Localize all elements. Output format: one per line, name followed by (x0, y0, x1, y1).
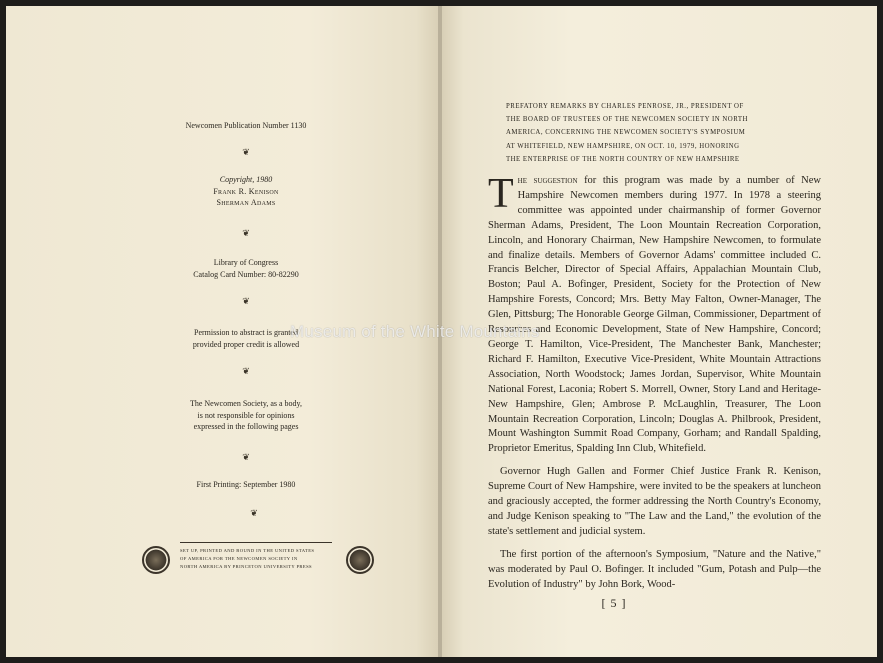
body-text (488, 171, 821, 600)
ornament-icon: ❦ (242, 147, 250, 157)
copyright-line: Copyright, 1980 (219, 175, 273, 184)
watermark: Museum of the White Mountains (290, 322, 540, 341)
permission-line: provided proper credit is allowed (192, 339, 300, 349)
divider (180, 542, 332, 543)
header-line: AT WHITEFIELD, NEW HAMPSHIRE, ON OCT. 10, 1979, HONORING (506, 142, 740, 150)
paragraph (488, 171, 821, 457)
ornament-icon: ❦ (242, 366, 250, 376)
library-block (156, 257, 336, 280)
disclaimer-line: expressed in the following pages (193, 422, 299, 431)
printer-line: SET UP, PRINTED AND BOUND IN THE UNITED STATES (180, 548, 315, 553)
header-line: PREFATORY REMARKS BY CHARLES PENROSE, JR., PRESIDENT OF (506, 103, 744, 110)
first-printing: First Printing: September 1980 (196, 480, 296, 489)
ornament-icon: ❦ (250, 508, 258, 518)
ornament-icon: ❦ (242, 296, 250, 306)
paragraph: The first portion of the afternoon's Symposium, "Nature and the Native," was moderated by Paul O. Bofinger. It included "Gum, Potash and Pulp—the Evolution of Industry" by John Bork, Wood- (488, 548, 821, 590)
paragraph-text: for this program was made by a number of New Hampshire Newcomen members during 1977. In 1978 a steering committee was appointed under chairmanship of former Governor Sherman Adams, President, The Loon Mountain Recreation Corporation, Lincoln, and Honorary Chairman, New Hampshire Newcomen, to formulate and finalize details. Members of Governor Adams' committee included C. Francis Belcher, Director of Special Affairs, Appalachian Mountain Club, Boston; Paul A. Bofinger, President, Society for the Protection of New Hampshire Forests, Concord; Mrs. Betty May Falton, Owner-Manager, The Glen, Pittsburg; The Honorable George Gilman, Commissioner, Department of Resources and Economic Development, State of New Hampshire, Concord; George T. Hamilton, Vice-President, The Manchester Bank, Manchester; Richard F. Hamilton, Executive Vice-President, White Mountain Attractions Association, North Woodstock; James Jordan, Supervisor, White Mountain National Forest, Laconia; Robert S. Morrell, Owner, Story Land and Heritage-New Hampshire, Glen; Ambrose P. McLaughlin, Treasurer, The Loon Mountain Recreation Corporation, Lincoln; Douglas A. Philbrook, President, Mount Washington Summit Road Company, Gorham; and Randall Spalding, Proprietor Emeritus, Spalding Inn Club, Whitefield. (488, 175, 821, 455)
header-line: THE ENTERPRISE OF THE NORTH COUNTRY OF NEW HAMPSHIRE (506, 155, 740, 163)
copyright-holder: Sherman Adams (216, 198, 276, 207)
page-number: [ 5 ] (601, 596, 627, 610)
copyright-holder: Frank R. Kenison (213, 186, 279, 196)
printer-text (180, 547, 340, 571)
permission-line: Permission to abstract is granted (194, 328, 298, 337)
printer-line: OF AMERICA FOR THE NEWCOMEN SOCIETY IN (180, 556, 298, 561)
printer-imprint (140, 542, 376, 582)
catalog-card-number: Catalog Card Number: 80-82290 (193, 269, 299, 279)
ornament-icon: ❦ (242, 228, 250, 238)
header-line: AMERICA, CONCERNING THE NEWCOMEN SOCIETY'S SYMPOSIUM (506, 129, 746, 137)
library-line: Library of Congress (213, 258, 279, 267)
copyright-block (156, 174, 336, 209)
paragraph: Governor Hugh Gallen and Former Chief Justice Frank R. Kenison, Supreme Court of New Hampshire, were invited to be the speakers at luncheon and graciously accepted, the former addressing the North Country's Economy, and Judge Kenison speaking to "The Law and the Land," the evolution of the state's settlement and judicial system. (488, 466, 821, 537)
newcomen-seal-icon (346, 546, 374, 574)
header-line: THE BOARD OF TRUSTEES OF THE NEWCOMEN SOCIETY IN NORTH (506, 116, 748, 124)
disclaimer-line: is not responsible for opinions (197, 410, 295, 420)
paragraph-lead: he suggestion (517, 175, 578, 186)
prefatory-header (506, 100, 810, 166)
printer-line: NORTH AMERICA BY PRINCETON UNIVERSITY PRESS (180, 564, 312, 569)
ornament-icon: ❦ (242, 452, 250, 462)
drop-cap: T (488, 171, 514, 217)
disclaimer-block (156, 398, 336, 433)
disclaimer-line: The Newcomen Society, as a body, (189, 399, 303, 408)
publication-number: Newcomen Publication Number 1130 (185, 121, 307, 130)
newcomen-seal-icon (142, 546, 170, 574)
